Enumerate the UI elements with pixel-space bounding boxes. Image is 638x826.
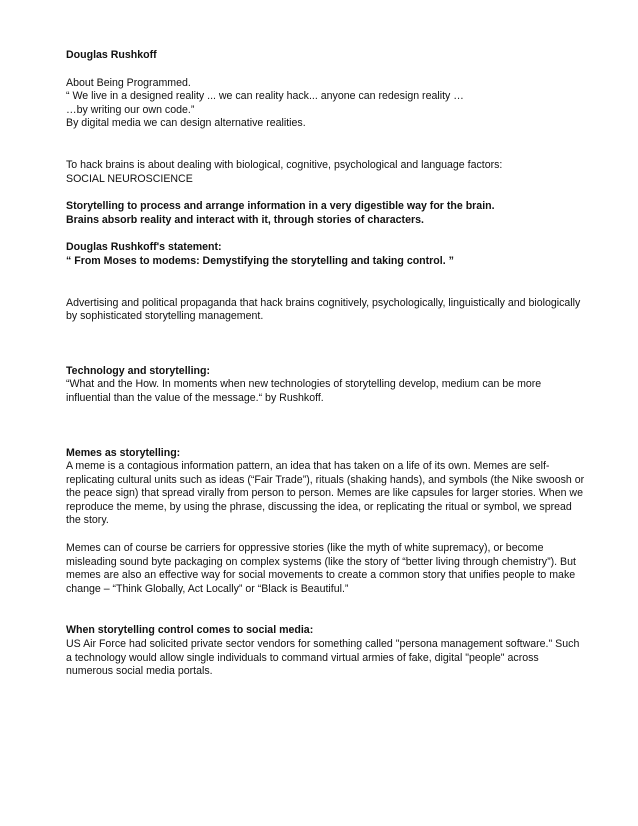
section-statement — [66, 241, 586, 268]
document-title: Douglas Rushkoff — [66, 49, 157, 61]
programmed-line-4: By digital media we can design alternative realities. — [66, 117, 306, 130]
advertising-paragraph: Advertising and political propaganda that hack brains cognitively, psychologically, linguistically and biologically by sophisticated storytelling management. — [66, 296, 581, 323]
storytelling-line-1: Storytelling to process and arrange information in a very digestible way for the brain. — [66, 200, 495, 213]
section-technology — [66, 365, 586, 406]
storytelling-line-2: Brains absorb reality and interact with it, through stories of characters. — [66, 213, 424, 226]
section-storytelling — [66, 200, 586, 227]
programmed-line-2: “ We live in a designed reality ... we can reality hack... anyone can redesign reality … — [66, 90, 464, 103]
memes-paragraph-2: Memes can of course be carriers for oppressive stories (like the myth of white supremacy), or become misleading sound byte packaging on complex systems (like the story of “better living through chemistry”). But memes are also an effective way for social movements to create a common story that unifies people to make change – “Think Globally, Act Locally” or “Black is Beautiful.” — [66, 542, 576, 595]
technology-paragraph: “What and the How. In moments when new technologies of storytelling develop, medium can be more influential than the value of the message.“ by Rushkoff. — [66, 378, 542, 404]
section-control — [66, 624, 586, 678]
statement-heading: Douglas Rushkoff's statement: — [66, 241, 222, 254]
hack-line-1: To hack brains is about dealing with biological, cognitive, psychological and language factors: — [66, 158, 503, 171]
memes-paragraph-1: A meme is a contagious information pattern, an idea that has taken on a life of its own. Memes are self-replicating cultural units such as ideas (“Fair Trade”), rituals (shaking hands), and symbols (the Nike swoosh or the peace sign) that spread virally from person to person. Memes are like capsules for larger stories. When we reproduce the meme, by using the phrase, discussing the idea, or replicating the ritual or symbol, we spread the story. — [66, 460, 585, 527]
section-hack — [66, 159, 586, 186]
section-programmed — [66, 77, 586, 131]
statement-quote: “ From Moses to modems: Demystifying the storytelling and taking control. ” — [66, 254, 454, 267]
programmed-line-1: About Being Programmed. — [66, 76, 191, 89]
control-heading: When storytelling control comes to social media: — [66, 624, 314, 637]
section-memes — [66, 447, 586, 597]
document-page — [66, 49, 586, 679]
control-paragraph: US Air Force had solicited private sector vendors for something called "persona management software." Such a technology would allow single individuals to command virtual armies of fake, digital "people" across numerous social media portals. — [66, 638, 580, 678]
technology-heading: Technology and storytelling: — [66, 364, 211, 377]
hack-line-2: SOCIAL NEUROSCIENCE — [66, 172, 193, 185]
memes-heading: Memes as storytelling: — [66, 446, 181, 459]
programmed-line-3: …by writing our own code.” — [66, 103, 195, 116]
